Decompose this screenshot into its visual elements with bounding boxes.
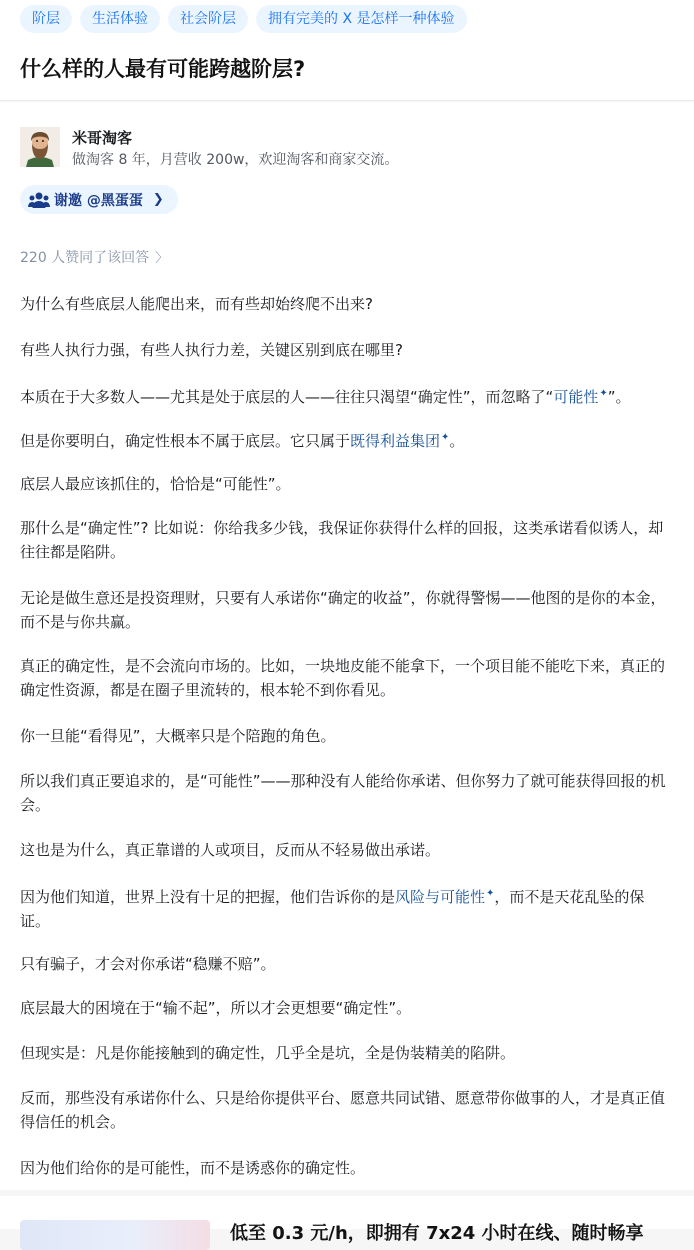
vote-summary[interactable] xyxy=(20,247,168,267)
paragraph-text: 但是你要明白，确定性根本不属于底层。它只属于 xyxy=(20,432,351,450)
paragraph-text: 。 xyxy=(449,432,465,450)
author-name[interactable]: 米哥淘客 xyxy=(72,129,133,147)
keyword-link[interactable] xyxy=(395,888,494,906)
author-bio: 做淘客 8 年，月营收 200w，欢迎淘客和商家交流。 xyxy=(72,152,399,168)
paragraph-text: 本质在于大多数人——尤其是处于底层的人——往往只渴望“确定性”，而忽略了“ xyxy=(20,388,554,406)
paragraph: 无论是做生意还是投资理财，只要有人承诺你“确定的收益”，你就得警惕——他图的是你的本金，而不是与你共赢。 xyxy=(20,589,666,631)
paragraph xyxy=(20,382,672,409)
recommended-thumbnail xyxy=(20,1220,210,1250)
bearded-man-avatar-icon[interactable] xyxy=(20,127,60,167)
keyword-link-text: 风险与可能性 xyxy=(395,888,486,906)
paragraph: 但现实是：凡是你能接触到的确定性，几乎全是坑，全是伪装精美的陷阱。 xyxy=(20,1044,516,1062)
topic-tag[interactable]: 阶层 xyxy=(20,5,72,33)
paragraph xyxy=(20,426,672,453)
paragraph: 真正的确定性，是不会流向市场的。比如，一块地皮能不能拿下，一个项目能不能吃下来，真正的确定性资源，都是在圈子里流转的，根本轮不到你看见。 xyxy=(20,657,666,699)
sparkle-icon: ✦ xyxy=(599,388,608,399)
topic-tag[interactable]: 生活体验 xyxy=(80,5,160,33)
chevron-right-icon: ❯ xyxy=(152,192,164,207)
paragraph-text: ”。 xyxy=(607,388,631,406)
keyword-link[interactable] xyxy=(553,388,607,406)
paragraph-text: ，而不是天花乱坠的保证。 xyxy=(20,888,645,930)
keyword-link[interactable] xyxy=(350,432,449,450)
paragraph xyxy=(20,882,672,933)
sparkle-icon: ✦ xyxy=(441,432,450,443)
keyword-link-text: 可能性 xyxy=(553,388,599,406)
paragraph: 你一旦能“看得见”，大概率只是个陪跑的角色。 xyxy=(20,727,336,745)
paragraph: 底层最大的困境在于“输不起”，所以才会更想要“确定性”。 xyxy=(20,999,412,1017)
answer-card xyxy=(0,102,694,1190)
invite-label: 谢邀 @黑蛋蛋 xyxy=(54,192,143,209)
question-title[interactable]: 什么样的人最有可能跨越阶层? xyxy=(20,57,306,81)
chevron-right-icon: 〉 xyxy=(155,251,169,266)
recommended-card[interactable] xyxy=(0,1196,694,1244)
question-header xyxy=(0,0,694,101)
paragraph: 有些人执行力强，有些人执行力差，关键区别到底在哪里? xyxy=(20,341,403,359)
topic-tag[interactable]: 社会阶层 xyxy=(168,5,248,33)
paragraph-text: 因为他们知道，世界上没有十足的把握，他们告诉你的是 xyxy=(20,888,396,906)
paragraph: 所以我们真正要追求的，是“可能性”——那种没有人能给你承诺、但你努力了就可能获得回报的机会。 xyxy=(20,772,666,814)
paragraph: 这也是为什么，真正靠谱的人或项目，反而从不轻易做出承诺。 xyxy=(20,841,441,859)
topic-tags xyxy=(20,5,475,33)
sparkle-icon: ✦ xyxy=(486,888,495,899)
paragraph: 为什么有些底层人能爬出来，而有些却始终爬不出来? xyxy=(20,295,373,313)
paragraph: 反而，那些没有承诺你什么、只是给你提供平台、愿意共同试错、愿意带你做事的人，才是真正值得信任的机会。 xyxy=(20,1089,666,1131)
paragraph: 因为他们给你的是可能性，而不是诱惑你的确定性。 xyxy=(20,1159,366,1177)
paragraph: 只有骗子，才会对你承诺“稳赚不赔”。 xyxy=(20,955,276,973)
keyword-link-text: 既得利益集团 xyxy=(350,432,441,450)
paragraph: 底层人最应该抓住的，恰恰是“可能性”。 xyxy=(20,475,291,493)
paragraph: 那什么是“确定性”? 比如说：你给我多少钱，我保证你获得什么样的回报，这类承诺看似诱人，却往往都是陷阱。 xyxy=(20,519,664,561)
invite-button[interactable] xyxy=(20,185,178,214)
people-icon xyxy=(28,191,50,209)
topic-tag[interactable]: 拥有完美的 X 是怎样一种体验 xyxy=(256,5,467,33)
vote-summary-text: 220 人赞同了该回答 xyxy=(20,250,150,266)
recommended-title: 低至 0.3 元/h，即拥有 7x24 小时在线、随时畅享 xyxy=(230,1223,644,1244)
